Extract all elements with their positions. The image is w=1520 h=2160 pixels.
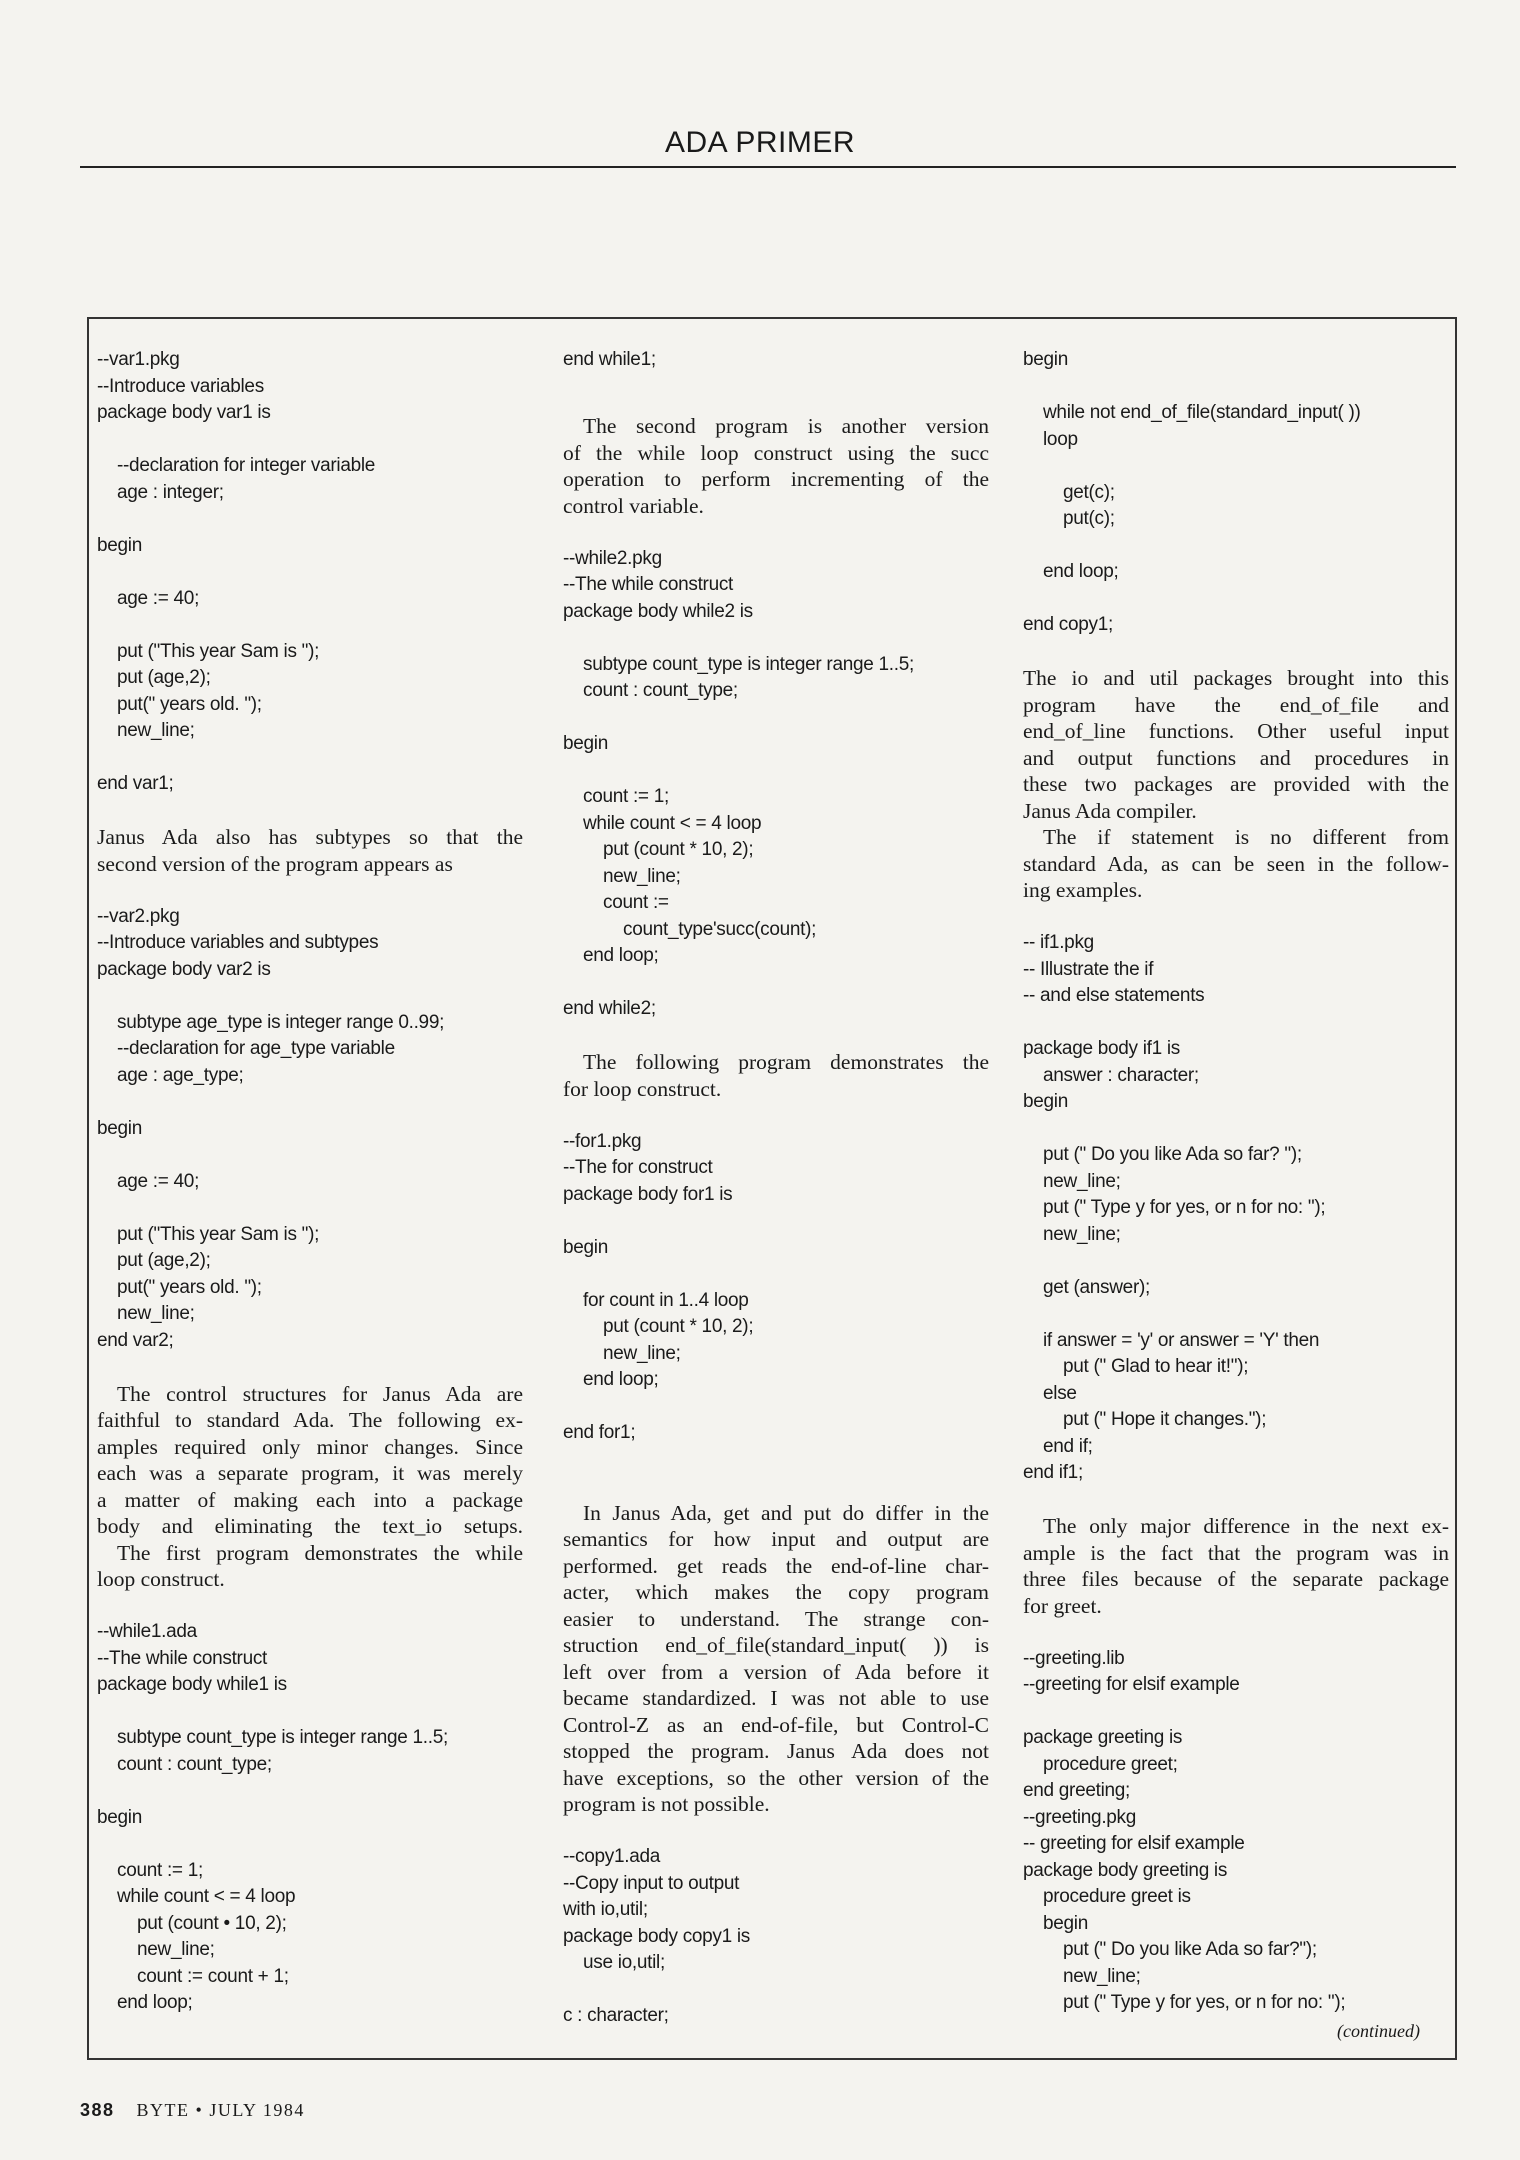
code-line: count : count_type; — [583, 680, 738, 701]
code-line: age := 40; — [117, 1170, 200, 1192]
prose-line: for loop construct. — [563, 1076, 722, 1101]
code-line: package greeting is — [1023, 1727, 1183, 1748]
prose-line: loop construct. — [97, 1567, 225, 1591]
code-line: begin — [97, 1806, 142, 1828]
code-line: count := 1; — [117, 1859, 203, 1881]
code-line: --greeting.pkg — [1023, 1806, 1137, 1828]
code-line: end while1; — [563, 349, 656, 370]
code-line: put(" years old. "); — [117, 1276, 262, 1298]
prose-line: Janus Ada compiler. — [1023, 798, 1197, 823]
prose-line: these two packages are provided with the — [1023, 772, 1449, 796]
spacer — [1023, 1699, 1449, 1726]
code-line: put (" Glad to hear it!"); — [1063, 1356, 1249, 1377]
code-line: --copy1.ada — [563, 1846, 661, 1867]
code-line: -- Illustrate the if — [1023, 958, 1154, 980]
spacer — [1023, 1487, 1449, 1514]
prose-line: control variable. — [563, 493, 704, 518]
spacer — [97, 559, 523, 586]
code-line: --declaration for age_type variable — [117, 1038, 395, 1059]
code-line: put(" years old. "); — [117, 693, 262, 715]
spacer — [563, 1102, 989, 1129]
spacer — [563, 1208, 989, 1235]
spacer — [1023, 904, 1449, 931]
code-line: put (" Do you like Ada so far? "); — [1043, 1144, 1302, 1165]
code-line: put (age,2); — [117, 667, 211, 688]
spacer — [97, 506, 523, 533]
prose-line: amples required only minor changes. Since — [97, 1434, 523, 1459]
code-line: begin — [97, 534, 142, 556]
prose-line: The second program is another version — [583, 414, 989, 438]
code-line: end while2; — [563, 998, 656, 1019]
prose-line: The control structures for Janus Ada are — [117, 1381, 523, 1406]
prose-line: Janus Ada also has subtypes so that the — [97, 825, 523, 849]
code-line: end var2; — [97, 1329, 174, 1351]
code-line: end for1; — [563, 1422, 636, 1443]
code-line: new_line; — [603, 865, 681, 887]
code-line: --for1.pkg — [563, 1130, 642, 1152]
code-line: package body while1 is — [97, 1674, 287, 1695]
code-line: end loop; — [583, 1369, 659, 1390]
prose-line: second version of the program appears as — [97, 851, 453, 876]
spacer — [97, 1831, 523, 1858]
spacer — [563, 400, 989, 413]
spacer — [97, 877, 523, 904]
code-line: --The while construct — [563, 574, 734, 595]
publication-line: BYTE • JULY 1984 — [136, 2100, 305, 2120]
prose-line: semantics for how input and output are — [563, 1527, 989, 1551]
text-column-3 — [1023, 347, 1449, 2017]
spacer — [97, 1354, 523, 1381]
code-line: while count < = 4 loop — [583, 812, 762, 834]
code-line: put (" Hope it changes."); — [1063, 1409, 1267, 1430]
prose-line: body and eliminating the text_io setups. — [97, 1514, 523, 1538]
code-line: end if; — [1043, 1435, 1093, 1457]
code-line: put ("This year Sam is "); — [117, 1223, 320, 1245]
prose-line: ing examples. — [1023, 878, 1143, 902]
code-line: package body copy1 is — [563, 1925, 750, 1947]
code-line: begin — [1023, 1091, 1068, 1112]
prose-line: a matter of making each into a package — [97, 1487, 523, 1512]
code-line: put (count * 10, 2); — [603, 1316, 754, 1337]
prose-line: performed. get reads the end-of-line char- — [563, 1553, 989, 1578]
code-line: --var1.pkg — [97, 349, 180, 370]
prose-line: easier to understand. The strange con- — [563, 1606, 989, 1631]
spacer — [1023, 453, 1449, 480]
code-line: --Introduce variables — [97, 375, 264, 397]
code-line: put (" Do you like Ada so far?"); — [1063, 1939, 1317, 1960]
code-line: subtype age_type is integer range 0..99; — [117, 1011, 445, 1033]
code-line: answer : character; — [1043, 1064, 1199, 1086]
code-line: age : age_type; — [117, 1064, 244, 1086]
code-line: begin — [563, 1236, 608, 1258]
spacer — [97, 798, 523, 825]
prose-line: struction end_of_file(standard_input( )) is — [563, 1633, 989, 1657]
header-rule — [80, 166, 1456, 168]
code-line: new_line; — [1063, 1965, 1141, 1987]
code-line: --while2.pkg — [563, 547, 662, 569]
prose-line: standard Ada, as can be seen in the follow- — [1023, 851, 1449, 876]
prose-line: The only major difference in the next ex- — [1043, 1514, 1449, 1538]
code-line: new_line; — [1043, 1223, 1121, 1245]
code-line: subtype count_type is integer range 1..5; — [583, 653, 914, 675]
code-line: package body greeting is — [1023, 1859, 1228, 1881]
prose-line: faithful to standard Ada. The following ex- — [97, 1408, 523, 1432]
code-line: procedure greet; — [1043, 1753, 1178, 1775]
spacer — [97, 612, 523, 639]
code-line: procedure greet is — [1043, 1886, 1191, 1907]
code-line: end loop; — [583, 945, 659, 966]
continued-note: (continued) — [1337, 2021, 1420, 2041]
spacer — [1023, 1301, 1449, 1328]
code-line: put(c); — [1063, 508, 1115, 529]
code-line: -- if1.pkg — [1023, 932, 1094, 953]
code-line: new_line; — [603, 1342, 681, 1364]
code-line: end if1; — [1023, 1462, 1083, 1483]
prose-line: ample is the fact that the program was in — [1023, 1540, 1449, 1565]
code-line: --The for construct — [563, 1157, 713, 1178]
code-line: begin — [1023, 349, 1068, 370]
code-line: --while1.ada — [97, 1621, 197, 1642]
code-line: --Copy input to output — [563, 1872, 740, 1894]
spacer — [1023, 1116, 1449, 1143]
code-line: age : integer; — [117, 481, 224, 503]
spacer — [563, 625, 989, 652]
prose-line: program have the end_of_file and — [1023, 692, 1449, 717]
prose-line: have exceptions, so the other version of the — [563, 1765, 989, 1790]
prose-line: The if statement is no different from — [1043, 825, 1449, 849]
code-line: get(c); — [1063, 481, 1115, 503]
code-line: for count in 1..4 loop — [583, 1289, 749, 1311]
prose-line: left over from a version of Ada before it — [563, 1659, 989, 1684]
code-line: put (" Type y for yes, or n for no: "); — [1063, 1992, 1346, 2013]
code-line: end greeting; — [1023, 1780, 1131, 1801]
code-line: package body var1 is — [97, 402, 271, 423]
code-line: package body for1 is — [563, 1183, 733, 1205]
code-line: package body while2 is — [563, 600, 753, 622]
code-line: c : character; — [563, 2005, 669, 2026]
code-line: subtype count_type is integer range 1..5; — [117, 1727, 448, 1748]
code-line: package body var2 is — [97, 958, 271, 980]
code-line: --var2.pkg — [97, 905, 180, 927]
code-line: put (" Type y for yes, or n for no: "); — [1043, 1197, 1326, 1218]
code-line: put ("This year Sam is "); — [117, 640, 320, 662]
code-line: while not end_of_file(standard_input( )) — [1043, 402, 1361, 423]
code-line: --greeting for elsif example — [1023, 1674, 1240, 1695]
prose-line: In Janus Ada, get and put do differ in the — [583, 1500, 989, 1525]
code-line: -- and else statements — [1023, 985, 1205, 1006]
spacer — [1023, 533, 1449, 560]
code-line: put (count * 10, 2); — [603, 839, 754, 860]
code-line: else — [1043, 1382, 1077, 1404]
code-line: if answer = 'y' or answer = 'Y' then — [1043, 1329, 1320, 1351]
text-column-1 — [97, 347, 523, 2017]
spacer — [563, 519, 989, 546]
spacer — [97, 983, 523, 1010]
spacer — [1023, 586, 1449, 613]
prose-line: stopped the program. Janus Ada does not — [563, 1739, 989, 1763]
code-line: count := count + 1; — [137, 1965, 289, 1987]
code-line: count := — [603, 892, 669, 913]
spacer — [563, 374, 989, 401]
code-line: new_line; — [117, 1303, 195, 1324]
code-line: use io,util; — [583, 1952, 665, 1973]
spacer — [563, 758, 989, 785]
code-line: while count < = 4 loop — [117, 1886, 296, 1907]
code-line: end loop; — [1043, 561, 1119, 582]
prose-line: The io and util packages brought into this — [1023, 666, 1449, 690]
code-line: count : count_type; — [117, 1753, 272, 1775]
code-line: begin — [97, 1117, 142, 1139]
spacer — [97, 1089, 523, 1116]
spacer — [1023, 1010, 1449, 1037]
code-line: --greeting.lib — [1023, 1647, 1125, 1669]
spacer — [563, 1818, 989, 1845]
prose-line: The following program demonstrates the — [583, 1050, 989, 1074]
prose-line: end_of_line functions. Other useful input — [1023, 719, 1449, 743]
code-line: -- greeting for elsif example — [1023, 1833, 1245, 1854]
spacer — [1023, 1248, 1449, 1275]
prose-line: for greet. — [1023, 1593, 1102, 1618]
prose-line: became standardized. I was not able to use — [563, 1686, 989, 1710]
spacer — [563, 1447, 989, 1474]
spacer — [563, 1473, 989, 1500]
code-line: new_line; — [1043, 1170, 1121, 1192]
code-line: begin — [563, 733, 608, 754]
prose-line: and output functions and procedures in — [1023, 745, 1449, 770]
code-line: put (count • 10, 2); — [137, 1912, 287, 1934]
spacer — [97, 1593, 523, 1620]
spacer — [1023, 1619, 1449, 1646]
spacer — [563, 1394, 989, 1421]
code-line: age := 40; — [117, 587, 200, 609]
prose-line: Control-Z as an end-of-file, but Control-C — [563, 1712, 989, 1737]
prose-line: acter, which makes the copy program — [563, 1580, 989, 1604]
spacer — [563, 705, 989, 732]
spacer — [97, 745, 523, 772]
code-line: get (answer); — [1043, 1276, 1150, 1298]
spacer — [97, 1699, 523, 1726]
prose-line: operation to perform incrementing of the — [563, 467, 989, 491]
prose-line: The first program demonstrates the while — [117, 1540, 523, 1565]
code-line: count_type'succ(count); — [623, 918, 817, 940]
spacer — [1023, 639, 1449, 666]
text-column-2 — [563, 347, 989, 2030]
spacer — [563, 970, 989, 997]
spacer — [97, 1195, 523, 1222]
code-line: --Introduce variables and subtypes — [97, 932, 379, 953]
spacer — [563, 1023, 989, 1050]
code-line: count := 1; — [583, 786, 669, 807]
code-line: with io,util; — [563, 1899, 648, 1920]
code-line: put (age,2); — [117, 1250, 211, 1271]
code-line: begin — [1043, 1912, 1088, 1934]
code-line: end var1; — [97, 773, 174, 794]
code-line: loop — [1043, 428, 1078, 450]
prose-line: of the while loop construct using the succ — [563, 440, 989, 465]
page-footer — [80, 2100, 305, 2121]
prose-line: three files because of the separate package — [1023, 1567, 1449, 1591]
code-line: end copy1; — [1023, 614, 1113, 635]
code-line: new_line; — [117, 720, 195, 741]
spacer — [1023, 374, 1449, 401]
code-line: --declaration for integer variable — [117, 455, 376, 476]
code-line: end loop; — [117, 1992, 193, 2013]
spacer — [97, 427, 523, 454]
spacer — [563, 1977, 989, 2004]
code-line: new_line; — [137, 1939, 215, 1960]
prose-line: each was a separate program, it was merely — [97, 1461, 523, 1485]
prose-line: program is not possible. — [563, 1792, 770, 1816]
page-number: 388 — [80, 2100, 115, 2120]
page-title: ADA PRIMER — [664, 126, 856, 159]
code-line: package body if1 is — [1023, 1038, 1180, 1059]
spacer — [97, 1142, 523, 1169]
spacer — [97, 1778, 523, 1805]
spacer — [563, 1261, 989, 1288]
code-line: --The while construct — [97, 1647, 268, 1669]
